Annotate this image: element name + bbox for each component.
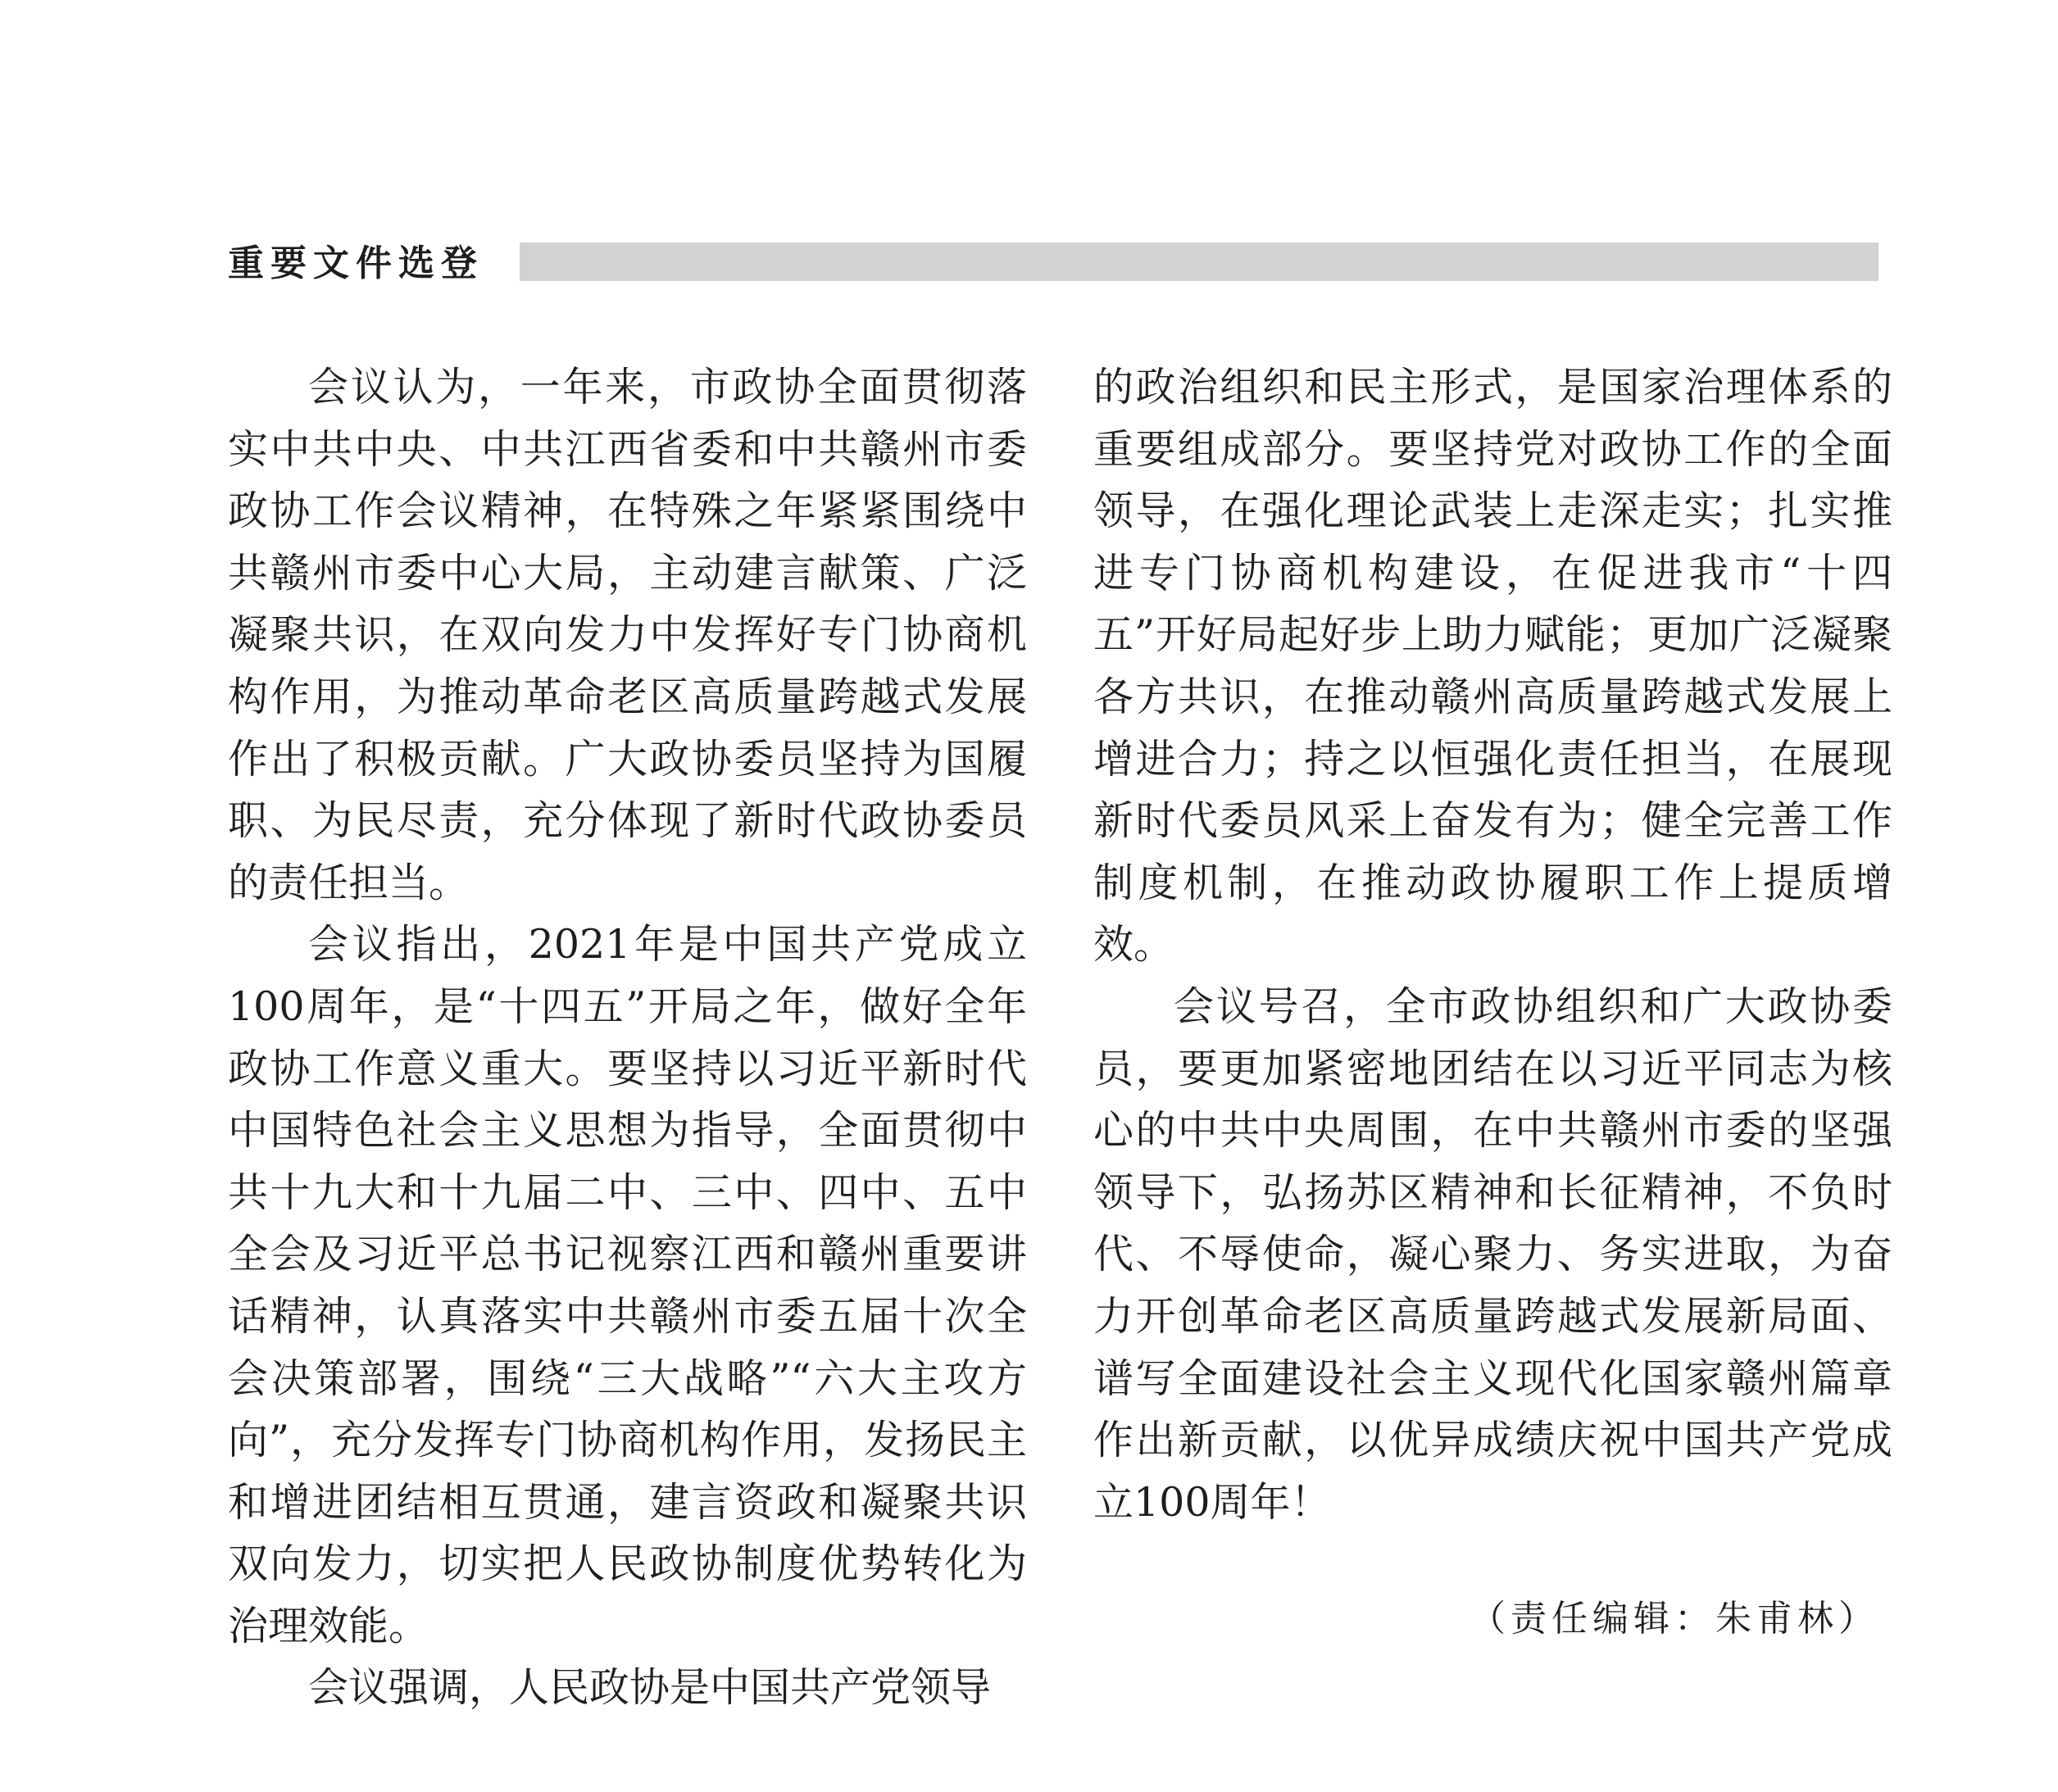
paragraph-3-start: 会议强调，人民政协是中国共产党领导 xyxy=(308,1664,992,1712)
header-bar xyxy=(520,243,1879,281)
editor-note: （责任编辑：朱甫林） xyxy=(1470,1598,1879,1640)
paragraph-2: 会议指出，2021年是中国共产党成立100周年，是“十四五”开局之年，做好全年政协工作意义重大。要坚持以习近平新时代中国特色社会主义思想为指导，全面贯彻中共十九大和十九届二中、三中、四中、五中全会及习近平总书记视察江西和赣州重要讲话精神，认真落实中共赣州市委五届十次全会决策部署，围绕“三大战略”“六大主攻方向”，充分发挥专门协商机构作用，发扬民主和增进团结相互贯通，建言资政和凝聚共识双向发力，切实把人民政协制度优势转化为治理效能。 xyxy=(228,921,1027,1649)
paragraph-4: 会议号召，全市政协组织和广大政协委员，要更加紧密地团结在以习近平同志为核心的中共中央周围，在中共赣州市委的坚强领导下，弘扬苏区精神和长征精神，不负时代、不辱使命，凝心聚力、务实进取，为奋力开创革命老区高质量跨越式发展新局面、谱写全面建设社会主义现代化国家赣州篇章作出新贡献，以优异成绩庆祝中国共产党成立100周年！ xyxy=(1093,982,1892,1526)
paragraph-1: 会议认为，一年来，市政协全面贯彻落实中共中央、中共江西省委和中共赣州市委政协工作会议精神，在特殊之年紧紧围绕中共赣州市委中心大局，主动建言献策、广泛凝聚共识，在双向发力中发挥好专门协商机构作用，为推动革命老区高质量跨越式发展作出了积极贡献。广大政协委员坚持为国履职、为民尽责，充分体现了新时代政协委员的责任担当。 xyxy=(228,364,1027,906)
section-title: 重要文件选登 xyxy=(228,243,484,284)
paragraph-3-continued: 的政治组织和民主形式，是国家治理体系的重要组成部分。要坚持党对政协工作的全面领导，在强化理论武装上走深走实；扎实推进专门协商机构建设，在促进我市“十四五”开好局起好步上助力赋能；更加广泛凝聚各方共识，在推动赣州高质量跨越式发展上增进合力；持之以恒强化责任担当，在展现新时代委员风采上奋发有为；健全完善工作制度机制，在推动政协履职工作上提质增效。 xyxy=(1093,364,1892,969)
article-column-right xyxy=(1093,356,1892,1533)
article-column-left xyxy=(228,356,1027,1719)
